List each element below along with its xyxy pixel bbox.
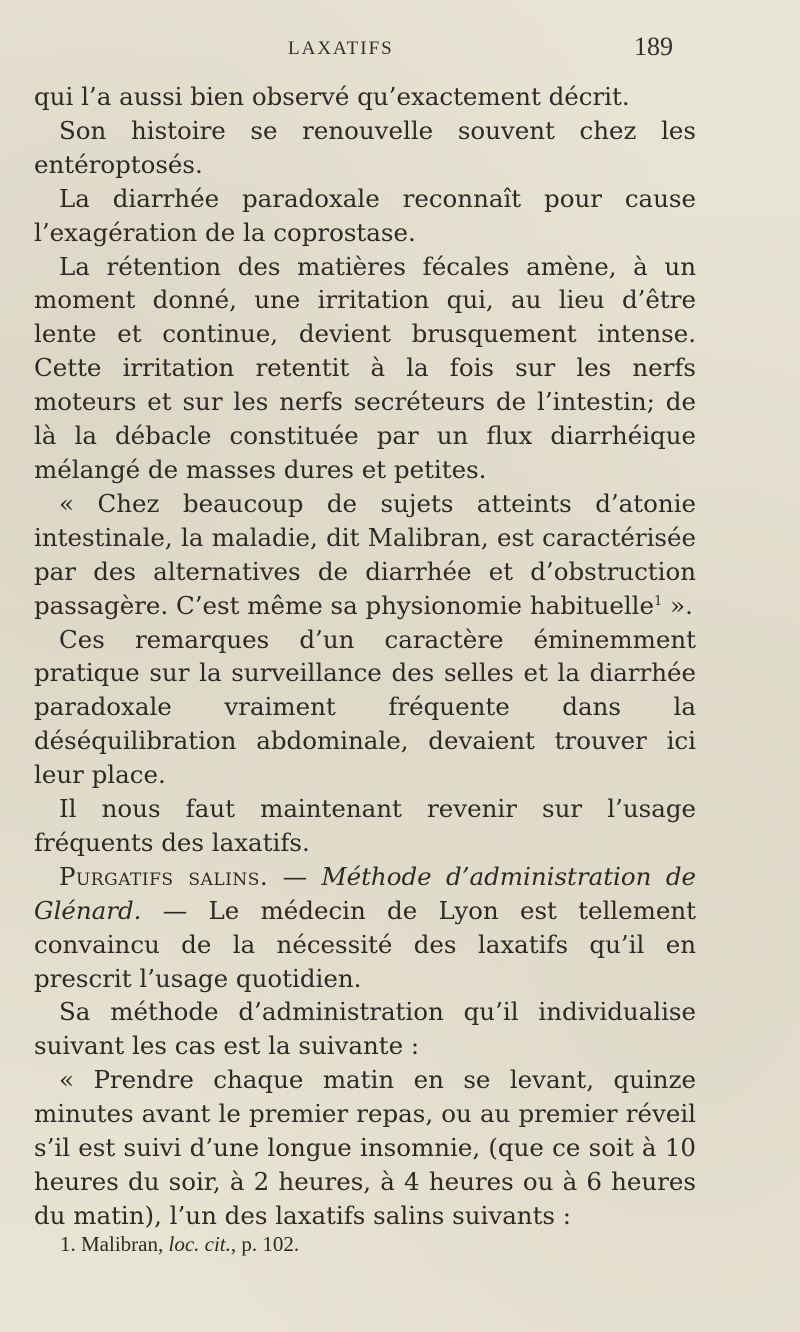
paragraph-quote: « Prendre chaque matin en se levant, quinze minutes avant le premier repas, ou au premier réveil s’il est suivi d’une longue insomnie, (que ce soit à 10 heures du soir, à 2 heures, à 4 heures ou à 6 heures du matin), l’un des laxatifs salins suivants : <box>34 1065 696 1230</box>
paragraph: La rétention des matières fécales amène, à un moment donné, une irritation qui, au lieu d’être lente et continue, devient brusquement intense. Cette irritation retentit à la fois sur les nerfs moteurs et sur les nerfs secréteurs de l’intestin; de là la débacle constituée par un flux diarrhéique mélangé de masses dures et petites. <box>34 251 696 484</box>
footnote-number: 1. <box>60 1232 76 1256</box>
quote-end: ». <box>662 590 693 620</box>
section-paragraph <box>34 860 696 996</box>
paragraph: La diarrhée paradoxale reconnaît pour cause l’exagération de la coprostase. <box>34 183 696 247</box>
section-heading: Purgatifs salins. <box>59 861 269 891</box>
page-number: 189 <box>634 32 673 61</box>
paragraph: Son histoire se renouvelle souvent chez les entéroptosés. <box>34 115 696 179</box>
quote-text: « Chez beaucoup de sujets atteints d’atonie intestinale, la maladie, dit Malibran, est caractérisée par des alternatives de diarrhée et d’obstruction passagère. C’est même sa physionomie habituelle <box>34 488 696 620</box>
footnote <box>60 1232 299 1257</box>
footnote-reference-italic: loc. cit. <box>168 1232 231 1256</box>
paragraph: Ces remarques d’un caractère éminemment pratique sur la surveillance des selles et la diarrhée paradoxale vraiment fréquente dans la déséquilibration abdominale, devaient trouver ici leur place. <box>34 624 696 790</box>
body-text <box>34 80 696 1233</box>
paragraph: Sa méthode d’administration qu’il individualise suivant les cas est la suivante : <box>34 997 696 1061</box>
footnote-author: Malibran, <box>75 1232 169 1256</box>
paragraph-quote <box>34 487 696 623</box>
footnote-reference: 1 <box>654 593 663 609</box>
footnote-page: , p. 102. <box>230 1232 300 1256</box>
paragraph-continuation: qui l’a aussi bien observé qu’exactement décrit. <box>34 82 630 111</box>
paragraph: Il nous faut maintenant revenir sur l’usage fréquents des laxatifs. <box>34 794 696 857</box>
heading-dash: — <box>268 861 322 891</box>
section-subheading: Méthode d’administration de Glénard. <box>34 861 697 925</box>
running-title: LAXATIFS <box>288 38 394 59</box>
page-header <box>0 32 800 72</box>
section-text: — Le médecin de Lyon est tellement convaincu de la nécessité des laxatifs qu’il en prescrit l’usage quotidien. <box>34 895 696 993</box>
